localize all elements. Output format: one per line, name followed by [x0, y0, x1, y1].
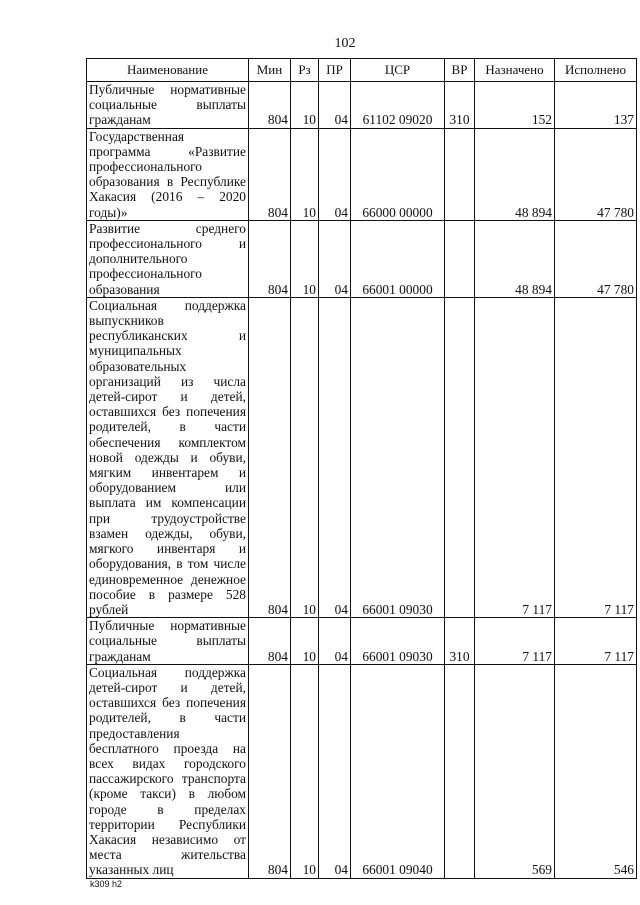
- row-min: 804: [249, 128, 291, 220]
- row-name: Публичные нормативные социальные выплаты гражданам: [87, 618, 249, 665]
- row-name: Социальная поддержка детей-сирот и детей, оставшихся без попечения родителей, в части предоставления бесплатного проезда на всех видах городского пассажирского транспорта (кроме такси) в любом городе в пределах территории Республики Хакасия независимо от места жительства указанных лиц: [87, 664, 249, 878]
- row-csr: 66001 09040: [351, 664, 445, 878]
- row-vr: 310: [445, 618, 475, 665]
- row-min: 804: [249, 82, 291, 129]
- row-pr: 04: [319, 82, 351, 129]
- header-rz: Рз: [291, 59, 319, 82]
- row-pr: 04: [319, 220, 351, 297]
- row-assigned: 152: [475, 82, 555, 129]
- row-vr: [445, 220, 475, 297]
- table-header-row: [87, 59, 637, 82]
- row-assigned: 48 894: [475, 128, 555, 220]
- row-executed: 47 780: [555, 128, 637, 220]
- row-pr: 04: [319, 618, 351, 665]
- row-name: Публичные нормативные социальные выплаты гражданам: [87, 82, 249, 129]
- row-min: 804: [249, 618, 291, 665]
- row-name: Социальная поддержка выпускников республиканских и муниципальных образовательных организаций из числа детей-сирот и детей, оставшихся без попечения родителей, в части обеспечения комплектом новой одежды и обуви, мягким инвентарем и оборудованием или выплата им компенсации при трудоустройстве взамен одежды, обуви, мягкого инвентаря и оборудования, в том числе единовременное денежное пособие в размере 528 рублей: [87, 297, 249, 617]
- row-name: Развитие среднего профессионального и дополнительного профессионального образования: [87, 220, 249, 297]
- row-executed: 7 117: [555, 297, 637, 617]
- table-row: [87, 128, 637, 220]
- table-row: [87, 82, 637, 129]
- row-min: 804: [249, 664, 291, 878]
- row-executed: 7 117: [555, 618, 637, 665]
- row-assigned: 569: [475, 664, 555, 878]
- header-pr: ПР: [319, 59, 351, 82]
- header-vr: ВР: [445, 59, 475, 82]
- row-executed: 137: [555, 82, 637, 129]
- header-csr: ЦСР: [351, 59, 445, 82]
- row-assigned: 7 117: [475, 618, 555, 665]
- row-pr: 04: [319, 664, 351, 878]
- table-row: [87, 664, 637, 878]
- row-csr: 66001 09030: [351, 618, 445, 665]
- row-executed: 546: [555, 664, 637, 878]
- row-vr: [445, 664, 475, 878]
- header-assigned: Назначено: [475, 59, 555, 82]
- row-assigned: 7 117: [475, 297, 555, 617]
- row-vr: [445, 297, 475, 617]
- row-csr: 66001 00000: [351, 220, 445, 297]
- table-row: [87, 618, 637, 665]
- header-min: Мин: [249, 59, 291, 82]
- table-row: [87, 220, 637, 297]
- row-vr: 310: [445, 82, 475, 129]
- row-rz: 10: [291, 664, 319, 878]
- row-pr: 04: [319, 128, 351, 220]
- row-rz: 10: [291, 297, 319, 617]
- header-name: Наименование: [87, 59, 249, 82]
- row-min: 804: [249, 220, 291, 297]
- header-executed: Исполнено: [555, 59, 637, 82]
- footer-code: k309 h2: [90, 879, 123, 889]
- table-row: [87, 297, 637, 617]
- row-rz: 10: [291, 128, 319, 220]
- row-pr: 04: [319, 297, 351, 617]
- row-csr: 61102 09020: [351, 82, 445, 129]
- row-executed: 47 780: [555, 220, 637, 297]
- row-vr: [445, 128, 475, 220]
- budget-table: [86, 58, 637, 879]
- row-csr: 66000 00000: [351, 128, 445, 220]
- row-assigned: 48 894: [475, 220, 555, 297]
- row-min: 804: [249, 297, 291, 617]
- page-number: 102: [334, 36, 356, 51]
- row-rz: 10: [291, 220, 319, 297]
- row-csr: 66001 09030: [351, 297, 445, 617]
- row-name: Государственная программа «Развитие профессионального образования в Республике Хакасия (2016 – 2020 годы)»: [87, 128, 249, 220]
- row-rz: 10: [291, 82, 319, 129]
- row-rz: 10: [291, 618, 319, 665]
